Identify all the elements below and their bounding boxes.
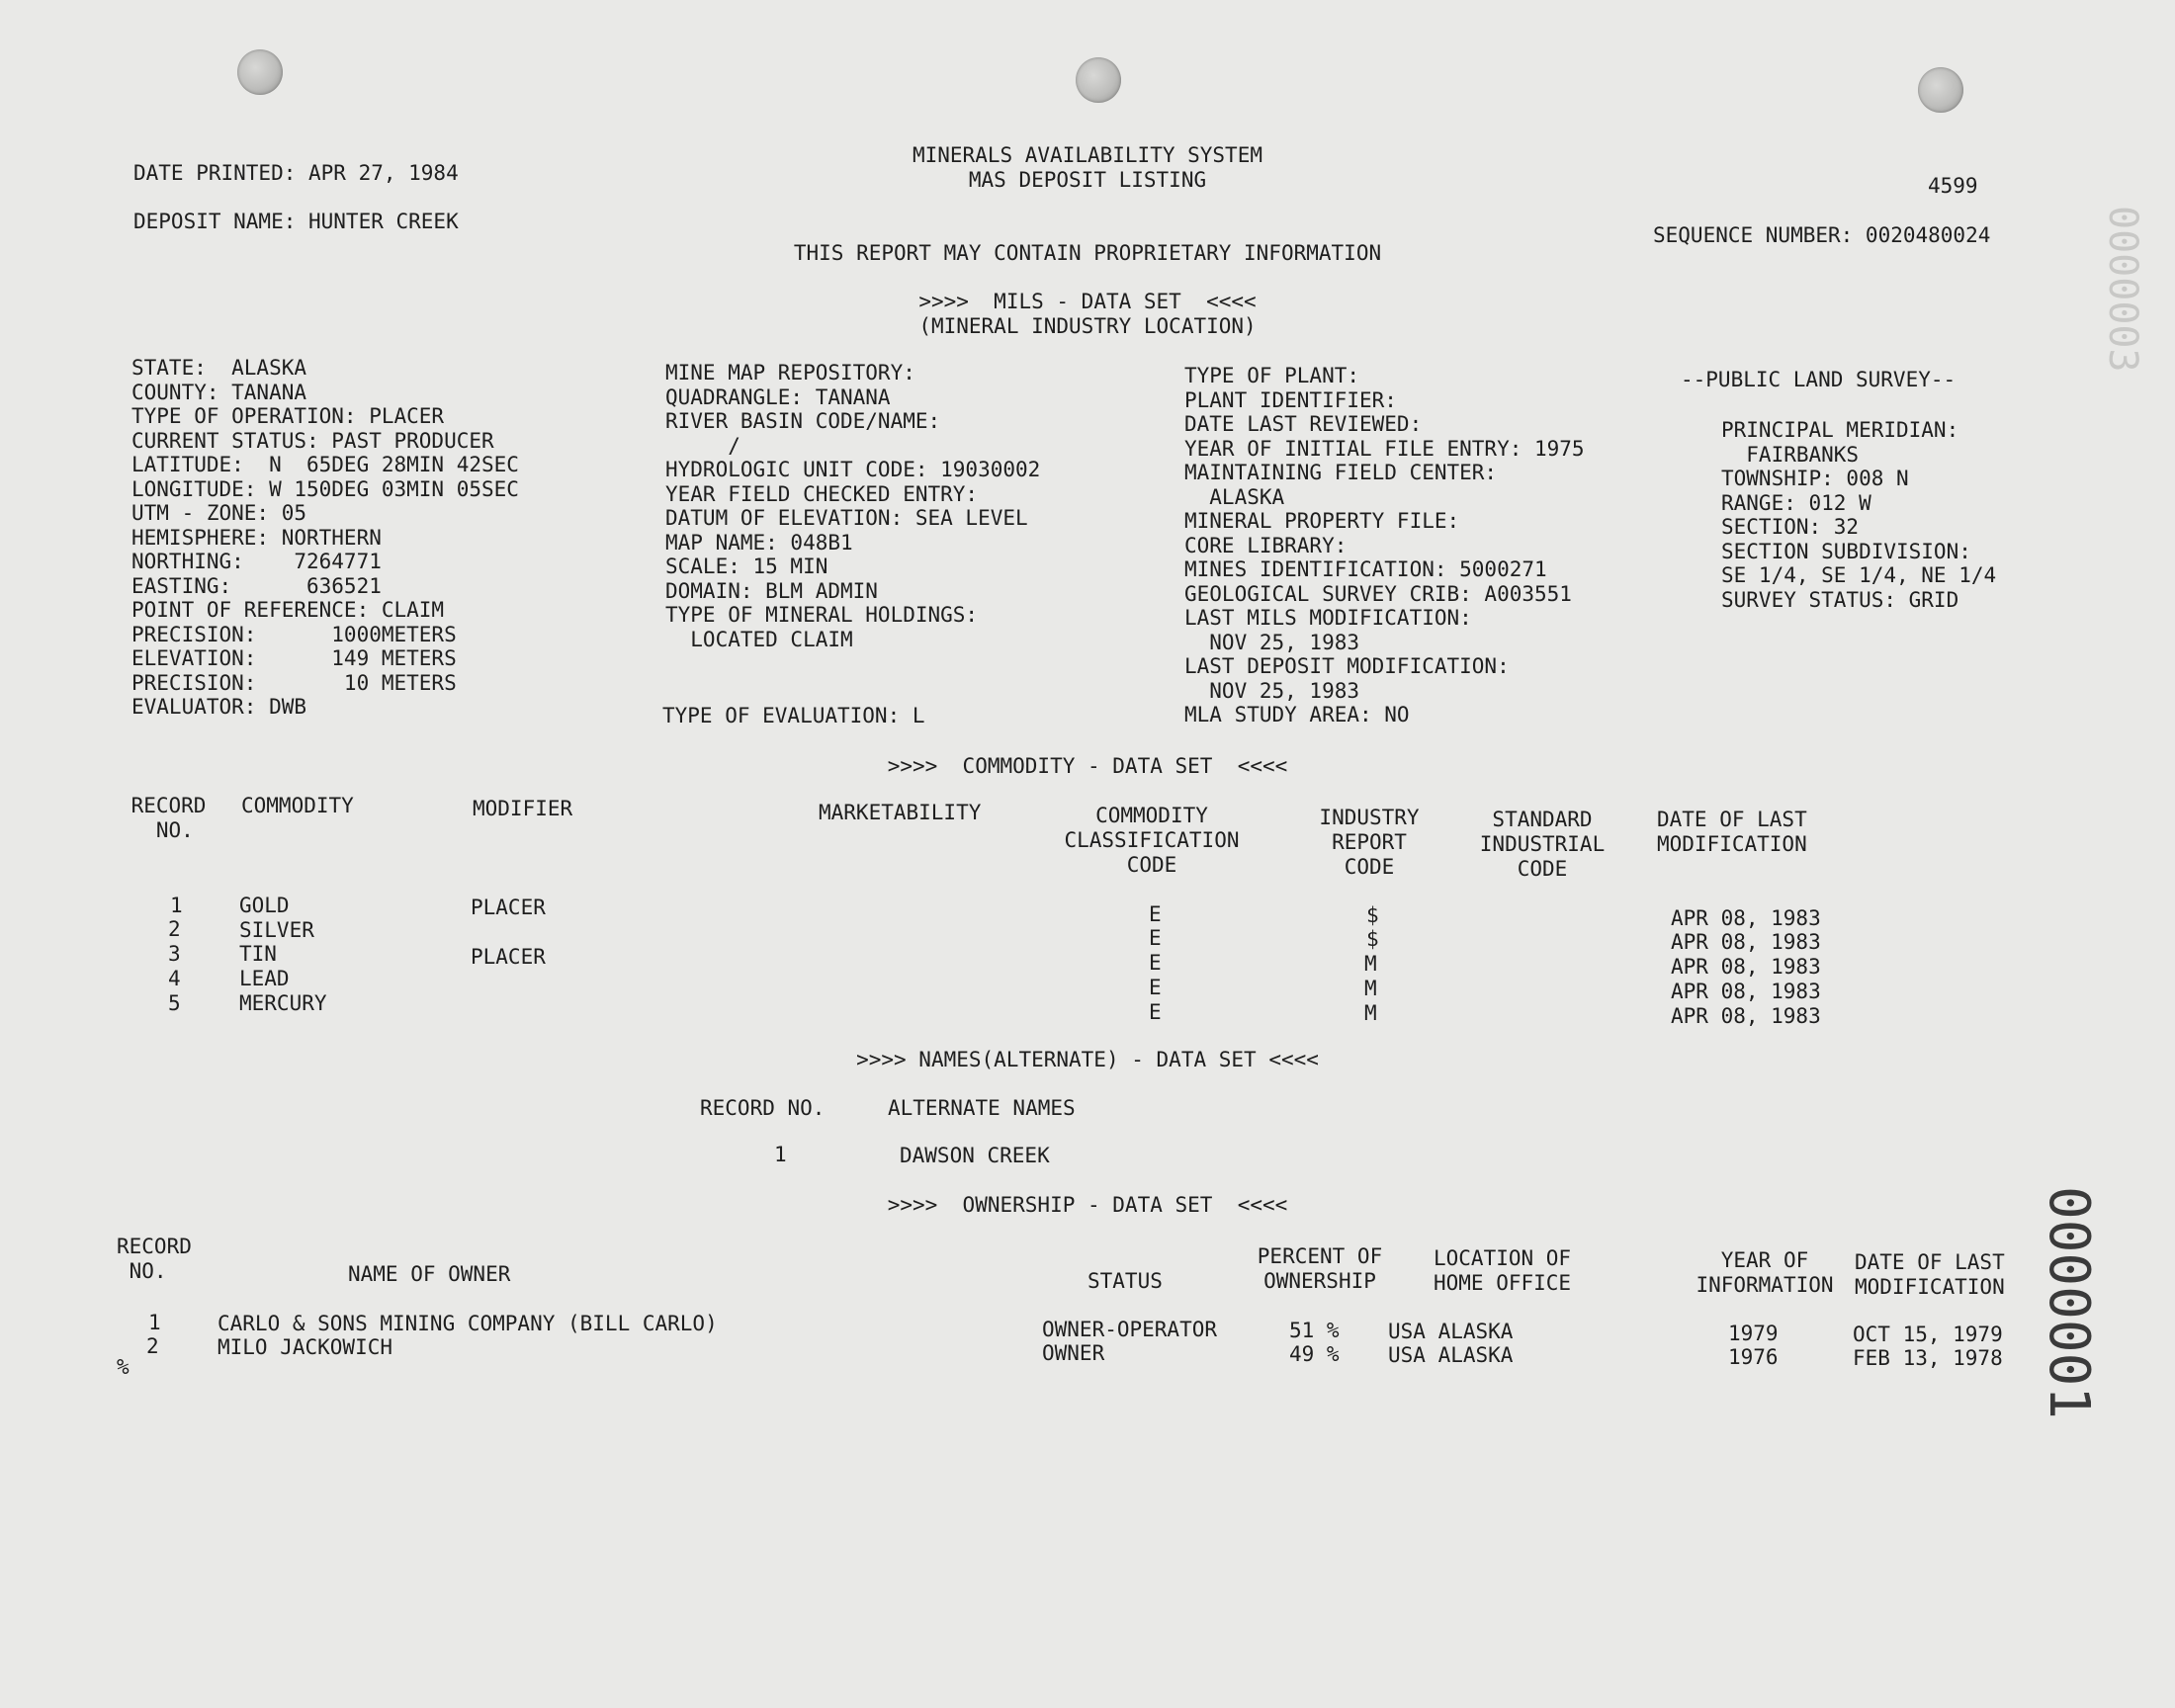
field-line: MINE MAP REPOSITORY: [665,361,915,384]
page-stamp-lower: 0000001 [2037,1186,2101,1420]
ownership-header-percent: PERCENT OF OWNERSHIP [1257,1244,1383,1293]
last-modified-date: OCT 15, 1979 [1853,1323,2003,1346]
system-title: MINERALS AVAILABILITY SYSTEM [912,143,1262,167]
field-line: LAST DEPOSIT MODIFICATION: [1184,654,1510,678]
names-header-record: RECORD NO. [700,1096,826,1120]
field-line: SECTION SUBDIVISION: [1721,539,1971,563]
last-modified-date: APR 08, 1983 [1671,980,1821,1003]
field-line: MAP NAME: 048B1 [665,530,853,555]
year-of-information: 1976 [1728,1345,1779,1369]
owner-status: OWNER [1042,1341,1105,1365]
field-line: LONGITUDE: W 150DEG 03MIN 05SEC [131,476,519,501]
public-land-survey-heading: --PUBLIC LAND SURVEY-- [1681,368,1957,391]
field-line: NOV 25, 1983 [1184,630,1360,654]
field-line: MLA STUDY AREA: NO [1184,703,1410,726]
field-line: LOCATED CLAIM [665,627,853,651]
field-line: / [665,433,740,458]
commodity-header-modifier: MODIFIER [473,797,573,820]
public-land-survey-column [1721,418,1996,612]
field-line: PRECISION: 1000METERS [131,622,457,646]
commodity-header-marketability: MARKETABILITY [819,801,982,824]
field-line: FAIRBANKS [1721,442,1860,467]
sequence-number: SEQUENCE NUMBER: 0020480024 [1653,223,1991,247]
commodity-heading: >>>> COMMODITY - DATA SET <<<< [887,754,1288,778]
field-line: LAST MILS MODIFICATION: [1184,606,1472,630]
classification-code: E [1149,926,1162,950]
type-of-evaluation: TYPE OF EVALUATION: L [662,704,925,727]
ownership-header-date: DATE OF LAST MODIFICATION [1855,1250,2005,1299]
record-no: 5 [168,991,181,1015]
field-line: EASTING: 636521 [131,573,382,598]
punch-hole-right [1918,67,1963,113]
classification-code: E [1149,951,1162,975]
commodity-header-date: DATE OF LAST MODIFICATION [1657,808,1807,856]
owner-name: MILO JACKOWICH [218,1335,393,1359]
field-line: YEAR FIELD CHECKED ENTRY: [665,481,979,506]
field-line: SE 1/4, SE 1/4, NE 1/4 [1721,563,1997,587]
home-office-location: USA ALASKA [1388,1320,1514,1343]
last-modified-date: APR 08, 1983 [1671,955,1821,979]
field-line: QUADRANGLE: TANANA [665,384,891,409]
ownership-header-location: LOCATION OF HOME OFFICE [1434,1246,1572,1295]
field-line: NOV 25, 1983 [1184,678,1360,703]
commodity-header-classification: COMMODITY CLASSIFICATION CODE [1064,804,1240,877]
field-line: MAINTAINING FIELD CENTER: [1184,461,1498,484]
field-line: MINERAL PROPERTY FILE: [1184,509,1460,533]
classification-code: E [1149,902,1162,926]
field-line: YEAR OF INITIAL FILE ENTRY: 1975 [1184,436,1585,461]
commodity-modifier: PLACER [471,896,546,919]
names-heading: >>>> NAMES(ALTERNATE) - DATA SET <<<< [856,1048,1319,1071]
record-no: 3 [168,942,181,966]
field-line: GEOLOGICAL SURVEY CRIB: A003551 [1184,581,1572,606]
end-of-listing-mark: % [117,1355,130,1379]
commodity-header-sic: STANDARD INDUSTRIAL CODE [1479,808,1606,881]
field-line: TOWNSHIP: 008 N [1721,467,1909,490]
field-line: DOMAIN: BLM ADMIN [665,578,878,603]
mils-heading: >>>> MILS - DATA SET <<<< [918,290,1257,313]
classification-code: E [1149,1000,1162,1024]
field-line: UTM - ZONE: 05 [131,501,307,525]
classification-code: E [1149,976,1162,999]
date-printed: DATE PRINTED: APR 27, 1984 [133,161,459,185]
record-no: 1 [774,1143,787,1166]
field-line: RIVER BASIN CODE/NAME: [665,409,941,433]
field-line: SCALE: 15 MIN [665,555,828,578]
field-line: SURVEY STATUS: GRID [1721,587,1959,612]
industry-report-code: $ [1366,927,1379,951]
field-line: PRINCIPAL MERIDIAN: [1721,418,1959,442]
field-line: CORE LIBRARY: [1184,533,1348,557]
record-no: 2 [146,1334,159,1358]
field-line: NORTHING: 7264771 [131,550,382,573]
last-modified-date: FEB 13, 1978 [1853,1346,2003,1370]
field-line: EVALUATOR: DWB [131,695,307,719]
ownership-percent: 49 % [1289,1342,1340,1366]
field-line: HEMISPHERE: NORTHERN [131,525,382,550]
commodity-name: GOLD [239,894,290,917]
field-line: SECTION: 32 [1721,515,1860,539]
record-no: 1 [148,1311,161,1334]
field-line: DATUM OF ELEVATION: SEA LEVEL [665,506,1028,530]
page-number: 4599 [1928,174,1978,198]
commodity-modifier: PLACER [471,945,546,969]
ownership-header-owner: NAME OF OWNER [348,1262,511,1286]
mils-location-column [131,356,519,720]
industry-report-code: M [1364,977,1377,1000]
proprietary-notice: THIS REPORT MAY CONTAIN PROPRIETARY INFORMATION [793,241,1382,265]
home-office-location: USA ALASKA [1388,1343,1514,1367]
commodity-header-record: RECORD NO. [130,794,207,842]
page-stamp-upper: 0000003 [2100,206,2145,373]
field-line: ALASKA [1184,484,1285,509]
commodity-name: TIN [239,942,277,966]
ownership-header-record: RECORD NO. [117,1235,192,1283]
year-of-information: 1979 [1728,1322,1779,1345]
field-line: PLANT IDENTIFIER: [1184,387,1397,412]
field-line: TYPE OF MINERAL HOLDINGS: [665,603,979,627]
field-line: DATE LAST REVIEWED: [1184,412,1423,436]
field-line: ELEVATION: 149 METERS [131,646,457,670]
industry-report-code: $ [1366,903,1379,927]
ownership-header-year: YEAR OF INFORMATION [1696,1248,1834,1297]
mils-plant-column [1184,364,1585,727]
field-line: COUNTY: TANANA [131,380,307,404]
field-line: STATE: ALASKA [131,356,307,380]
field-line: POINT OF REFERENCE: CLAIM [131,598,445,622]
punch-hole-left [237,49,283,95]
punch-hole-center [1076,57,1121,103]
last-modified-date: APR 08, 1983 [1671,906,1821,930]
listing-title: MAS DEPOSIT LISTING [968,168,1207,192]
field-line: MINES IDENTIFICATION: 5000271 [1184,557,1547,581]
commodity-name: SILVER [239,918,314,942]
field-line: LATITUDE: N 65DEG 28MIN 42SEC [131,453,519,476]
field-line: RANGE: 012 W [1721,490,1871,515]
mils-subheading: (MINERAL INDUSTRY LOCATION) [918,314,1257,338]
record-no: 2 [168,917,181,941]
last-modified-date: APR 08, 1983 [1671,930,1821,954]
field-line: TYPE OF OPERATION: PLACER [131,404,445,428]
field-line: CURRENT STATUS: PAST PRODUCER [131,428,494,453]
industry-report-code: M [1364,952,1377,976]
ownership-heading: >>>> OWNERSHIP - DATA SET <<<< [887,1193,1288,1217]
mils-map-column [665,361,1040,651]
commodity-name: MERCURY [239,991,327,1015]
names-header-alternate: ALTERNATE NAMES [888,1096,1076,1120]
field-line: PRECISION: 10 METERS [131,670,457,695]
commodity-header-commodity: COMMODITY [241,794,354,817]
owner-status: OWNER-OPERATOR [1042,1318,1218,1341]
record-no: 1 [170,894,183,917]
owner-name: CARLO & SONS MINING COMPANY (BILL CARLO) [218,1312,718,1335]
record-no: 4 [168,967,181,990]
commodity-header-industry-code: INDUSTRY REPORT CODE [1319,806,1420,879]
industry-report-code: M [1364,1001,1377,1025]
ownership-percent: 51 % [1289,1319,1340,1342]
ownership-header-status: STATUS [1088,1269,1163,1293]
alternate-name: DAWSON CREEK [900,1144,1050,1167]
field-line: TYPE OF PLANT: [1184,364,1360,387]
deposit-name: DEPOSIT NAME: HUNTER CREEK [133,210,459,233]
field-line: HYDROLOGIC UNIT CODE: 19030002 [665,458,1041,481]
commodity-name: LEAD [239,967,290,990]
last-modified-date: APR 08, 1983 [1671,1004,1821,1028]
